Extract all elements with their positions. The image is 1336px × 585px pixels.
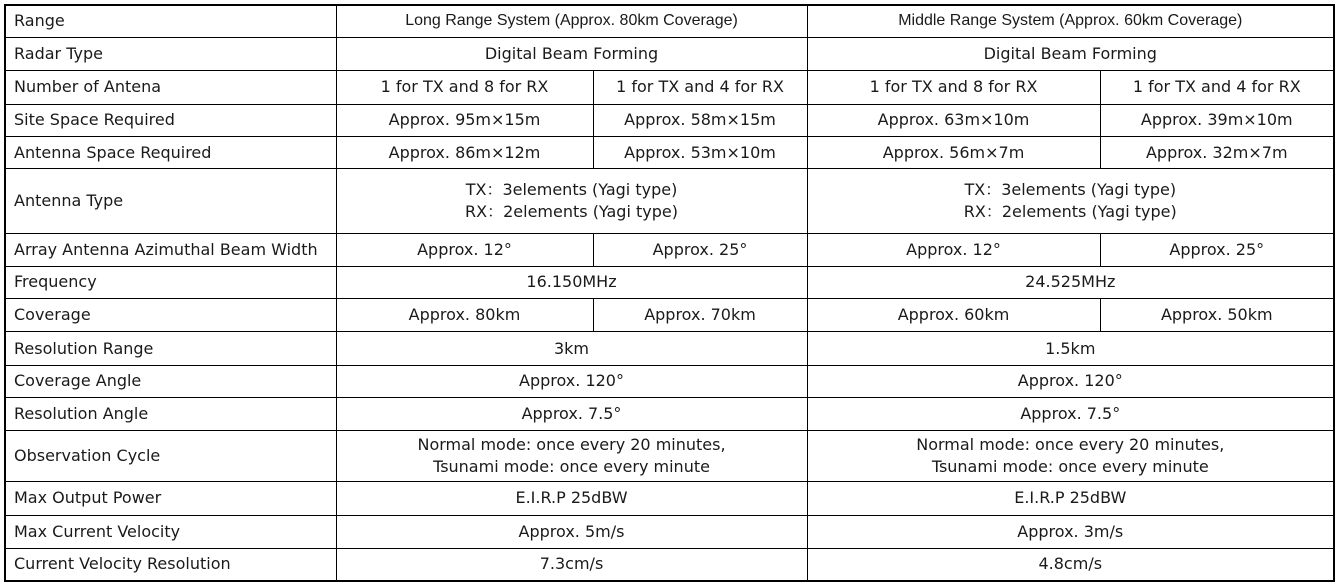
cell: 24.525MHz	[807, 266, 1334, 298]
table-row	[5, 169, 1334, 234]
cell: Approx. 7.5°	[807, 398, 1334, 430]
cell: 1 for TX and 8 for RX	[336, 71, 593, 104]
table-row	[5, 515, 1334, 548]
rx-elements: RX：2elements (Yagi type)	[465, 202, 678, 222]
cell	[336, 169, 807, 234]
tx-elements: TX：3elements (Yagi type)	[465, 180, 678, 200]
row-label: Coverage Angle	[5, 365, 336, 397]
table-row	[5, 234, 1334, 266]
cell: 1 for TX and 4 for RX	[593, 71, 807, 104]
cell: Approx. 32m×7m	[1100, 137, 1334, 169]
row-label: Array Antenna Azimuthal Beam Width	[5, 234, 336, 266]
row-label: Resolution Angle	[5, 398, 336, 430]
cell: 7.3cm/s	[336, 548, 807, 581]
cell	[807, 430, 1334, 482]
cell: Approx. 12°	[336, 234, 593, 266]
table-row	[5, 71, 1334, 104]
row-label: Range	[5, 5, 336, 37]
cell: Approx. 25°	[593, 234, 807, 266]
cell: Approx. 12°	[807, 234, 1100, 266]
table-row	[5, 332, 1334, 365]
row-label: Observation Cycle	[5, 430, 336, 482]
cell: 4.8cm/s	[807, 548, 1334, 581]
table-row	[5, 430, 1334, 482]
rx-elements: RX：2elements (Yagi type)	[963, 202, 1177, 222]
cell: Approx. 5m/s	[336, 515, 807, 548]
cell: Approx. 50km	[1100, 299, 1334, 332]
table-row	[5, 365, 1334, 397]
cell: 16.150MHz	[336, 266, 807, 298]
cell: 1.5km	[807, 332, 1334, 365]
row-label: Radar Type	[5, 37, 336, 70]
cell: Approx. 7.5°	[336, 398, 807, 430]
cell: Approx. 56m×7m	[807, 137, 1100, 169]
normal-mode-text: Normal mode: once every 20 minutes,	[417, 434, 726, 454]
cell: Approx. 120°	[336, 365, 807, 397]
row-label: Coverage	[5, 299, 336, 332]
row-label: Site Space Required	[5, 104, 336, 136]
row-label: Max Output Power	[5, 482, 336, 515]
row-label: Number of Antena	[5, 71, 336, 104]
cell: Approx. 86m×12m	[336, 137, 593, 169]
cell: Approx. 70km	[593, 299, 807, 332]
cell: 1 for TX and 8 for RX	[807, 71, 1100, 104]
cell: 3km	[336, 332, 807, 365]
cell: E.I.R.P 25dBW	[336, 482, 807, 515]
cell: Approx. 25°	[1100, 234, 1334, 266]
tsunami-mode-text: Tsunami mode: once every minute	[931, 456, 1209, 476]
cell: Approx. 95m×15m	[336, 104, 593, 136]
long-range-header: Long Range System (Approx. 80km Coverage)	[336, 5, 807, 37]
spec-table	[4, 4, 1335, 582]
table-row	[5, 398, 1334, 430]
row-label: Antenna Type	[5, 169, 336, 234]
normal-mode-text: Normal mode: once every 20 minutes,	[916, 434, 1225, 454]
cell: 1 for TX and 4 for RX	[1100, 71, 1334, 104]
row-label: Resolution Range	[5, 332, 336, 365]
row-label: Antenna Space Required	[5, 137, 336, 169]
table-row	[5, 548, 1334, 581]
row-label: Current Velocity Resolution	[5, 548, 336, 581]
cell: Approx. 63m×10m	[807, 104, 1100, 136]
cell: Digital Beam Forming	[807, 37, 1334, 70]
table-row	[5, 482, 1334, 515]
table-row	[5, 266, 1334, 298]
cell	[807, 169, 1334, 234]
row-label: Frequency	[5, 266, 336, 298]
cell: Approx. 60km	[807, 299, 1100, 332]
middle-range-header: Middle Range System (Approx. 60km Coverage)	[807, 5, 1334, 37]
table-row	[5, 104, 1334, 136]
cell	[336, 430, 807, 482]
cell: E.I.R.P 25dBW	[807, 482, 1334, 515]
cell: Approx. 120°	[807, 365, 1334, 397]
tsunami-mode-text: Tsunami mode: once every minute	[433, 456, 710, 476]
cell: Approx. 53m×10m	[593, 137, 807, 169]
table-row	[5, 137, 1334, 169]
cell: Approx. 3m/s	[807, 515, 1334, 548]
cell: Approx. 80km	[336, 299, 593, 332]
table-row	[5, 37, 1334, 70]
table-row	[5, 299, 1334, 332]
cell: Approx. 58m×15m	[593, 104, 807, 136]
cell: Approx. 39m×10m	[1100, 104, 1334, 136]
tx-elements: TX：3elements (Yagi type)	[964, 180, 1177, 200]
row-label: Max Current Velocity	[5, 515, 336, 548]
cell: Digital Beam Forming	[336, 37, 807, 70]
table-row	[5, 5, 1334, 37]
